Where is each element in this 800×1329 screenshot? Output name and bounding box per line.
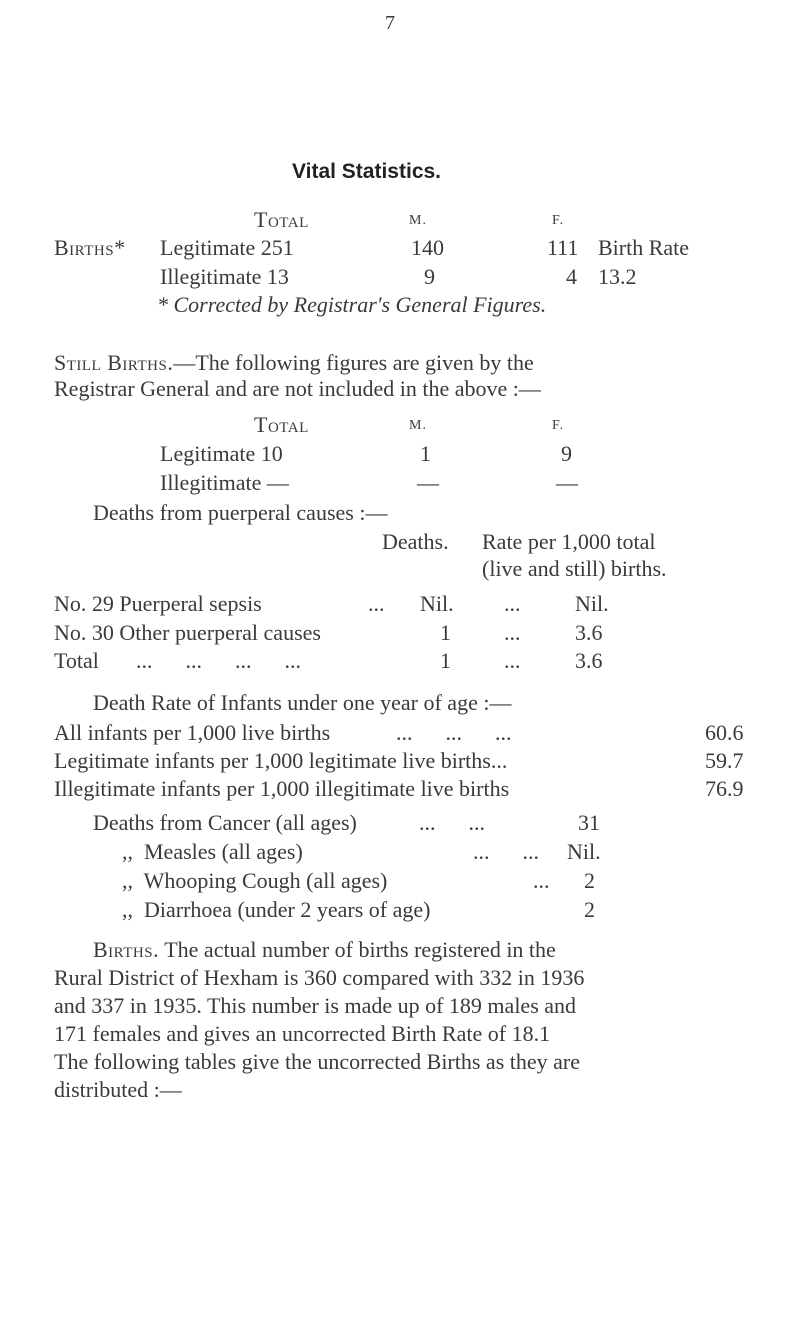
puerperal-row-rate: Nil. <box>575 591 609 616</box>
puerperal-row-dots: ... <box>368 591 385 616</box>
infants-row-label: All infants per 1,000 live births <box>54 720 331 745</box>
births-paragraph-line: 171 females and gives an uncorrected Birth Rate of 18.1 <box>54 1021 551 1046</box>
still-births-lead: Still Births. <box>54 350 174 375</box>
still-births-legit-m: 1 <box>420 441 431 466</box>
infants-row-label: Legitimate infants per 1,000 legitimate live births... <box>54 748 508 773</box>
puerperal-col-deaths: Deaths. <box>382 529 449 554</box>
births-illegit-label: Illegitimate 13 <box>160 264 289 289</box>
births-legit-f: 111 <box>547 235 579 260</box>
causes-row-dots: ... ... <box>473 839 539 864</box>
puerperal-row-label: No. 30 Other puerperal causes <box>54 620 321 645</box>
causes-row-label: Deaths from Cancer (all ages) <box>93 810 357 835</box>
births-paragraph-line: distributed :— <box>54 1077 182 1102</box>
puerperal-row-dots2: ... <box>504 648 521 673</box>
puerperal-row-rate: 3.6 <box>575 620 603 645</box>
causes-row-dots: ... <box>533 868 550 893</box>
births-legit-m: 140 <box>411 235 444 260</box>
page-number: 7 <box>385 12 395 34</box>
births-illegit-m: 9 <box>424 264 435 289</box>
births-paragraph-line: Rural District of Hexham is 360 compared with 332 in 1936 <box>54 965 585 990</box>
births-label: Births* <box>54 235 126 260</box>
puerperal-row-label: No. 29 Puerperal sepsis <box>54 591 262 616</box>
still-births-legit-label: Legitimate 10 <box>160 441 283 466</box>
births-paragraph-line1: The actual number of births registered in the <box>159 937 556 962</box>
births-paragraph-line <box>93 937 556 963</box>
infants-row-dots: ... ... ... <box>396 720 512 745</box>
still-births-text2: Registrar General and are not included in the above :— <box>54 376 541 401</box>
still-births-illegit-f: — <box>556 470 578 495</box>
puerperal-col-rate2: (live and still) births. <box>482 556 667 581</box>
causes-row-value: 2 <box>584 897 595 922</box>
still-births-text1: —The following figures are given by the <box>173 350 534 375</box>
still-births-line1 <box>54 350 534 376</box>
still-births-illegit-m: — <box>417 470 439 495</box>
puerperal-row-deaths: 1 <box>440 620 451 645</box>
puerperal-row-dots2: ... <box>504 620 521 645</box>
still-births-legit-f: 9 <box>561 441 572 466</box>
puerperal-row-label: Total <box>54 648 99 673</box>
infants-intro: Death Rate of Infants under one year of age :— <box>93 690 512 715</box>
causes-row-value: Nil. <box>567 839 601 864</box>
puerperal-row-dots: ... ... ... ... <box>136 648 301 673</box>
births-paragraph-line: and 337 in 1935. This number is made up of 189 males and <box>54 993 577 1018</box>
infants-row-label: Illegitimate infants per 1,000 illegitimate live births <box>54 776 510 801</box>
births-illegit-f: 4 <box>566 264 577 289</box>
causes-row-label: ,, Diarrhoea (under 2 years of age) <box>122 897 431 922</box>
causes-row-value: 2 <box>584 868 595 893</box>
causes-row-label: ,, Measles (all ages) <box>122 839 303 864</box>
births-paragraph-lead: Births. <box>93 937 160 962</box>
puerperal-col-rate1: Rate per 1,000 total <box>482 529 656 554</box>
infants-row-value: 76.9 <box>705 776 744 801</box>
causes-row-dots: ... ... <box>419 810 485 835</box>
page-title: Vital Statistics. <box>292 160 442 183</box>
still-births-col-f: F. <box>552 418 565 433</box>
still-births-col-total: Total <box>254 412 309 437</box>
births-legit-label: Legitimate 251 <box>160 235 294 260</box>
puerperal-intro: Deaths from puerperal causes :— <box>93 500 388 525</box>
births-col-m: M. <box>409 213 427 228</box>
infants-row-value: 60.6 <box>705 720 744 745</box>
births-legit-extra: Birth Rate <box>598 235 690 260</box>
births-footnote: * Corrected by Registrar's General Figures. <box>157 292 547 317</box>
births-paragraph-line: The following tables give the uncorrected Births as they are <box>54 1049 580 1074</box>
causes-row-label: ,, Whooping Cough (all ages) <box>122 868 388 893</box>
births-col-total: Total <box>254 207 309 232</box>
still-births-col-m: M. <box>409 418 427 433</box>
infants-row-value: 59.7 <box>705 748 744 773</box>
births-col-f: F. <box>552 213 565 228</box>
still-births-illegit-label: Illegitimate — <box>160 470 289 495</box>
puerperal-row-dots2: ... <box>504 591 521 616</box>
puerperal-row-deaths: 1 <box>440 648 451 673</box>
puerperal-row-deaths: Nil. <box>420 591 454 616</box>
births-illegit-extra: 13.2 <box>598 264 637 289</box>
causes-row-value: 31 <box>578 810 600 835</box>
puerperal-row-rate: 3.6 <box>575 648 603 673</box>
